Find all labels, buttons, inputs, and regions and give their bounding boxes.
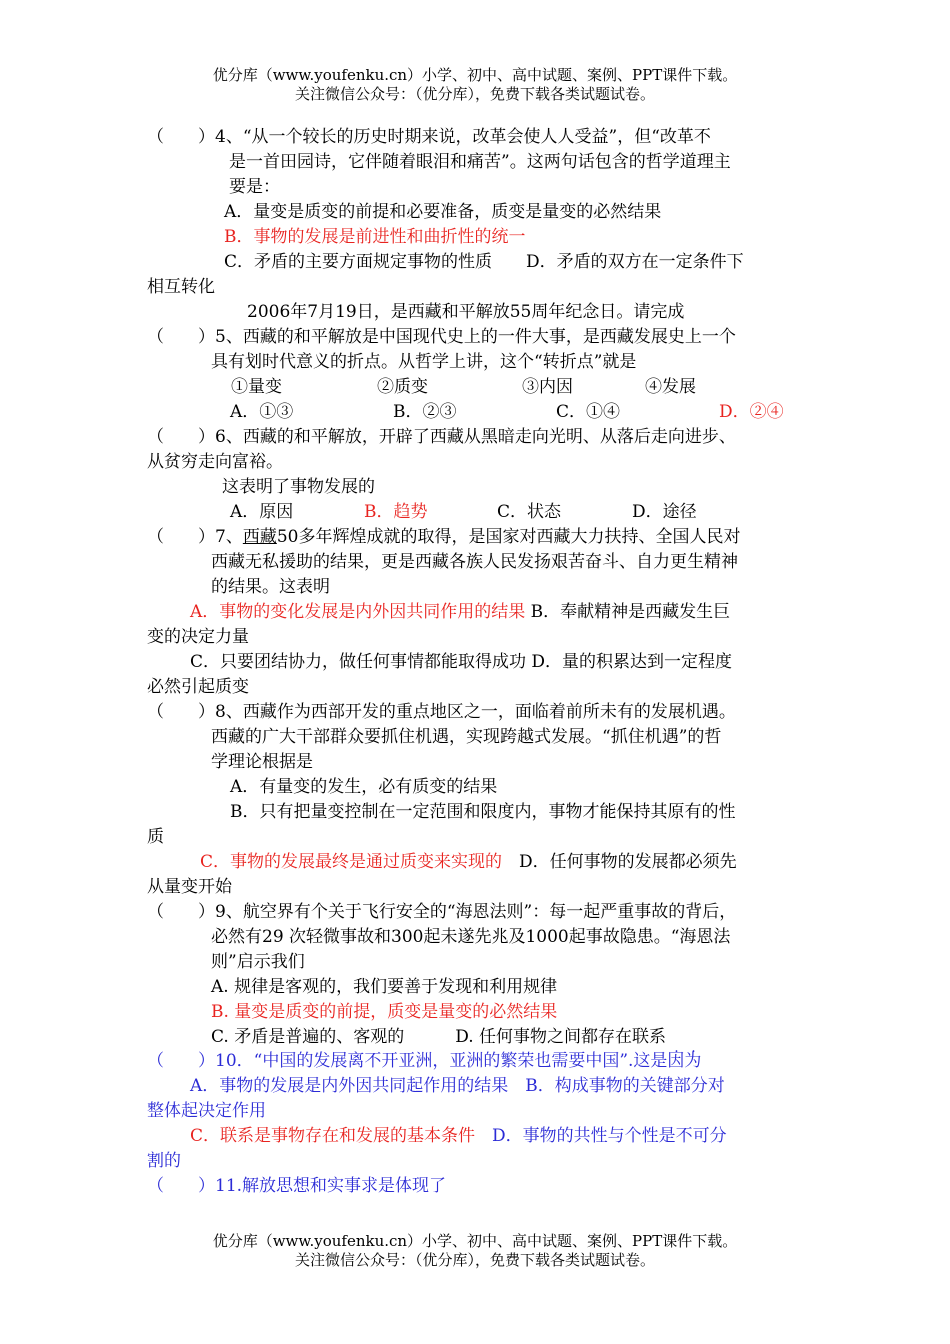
q7-option-b: B．奉献精神是西藏发生巨 xyxy=(525,602,731,622)
q4-stem-1: （ ）4、“从一个较长的历史时期来说，改革会使人人受益”，但“改革不 xyxy=(147,127,711,147)
q8-option-b: B．只有把量变控制在一定范围和限度内，事物才能保持其原有的性 xyxy=(230,802,736,822)
q9-option-b: B. 量变是质变的前提，质变是量变的必然结果 xyxy=(211,1002,558,1022)
q7-option-b-cont: 变的决定力量 xyxy=(147,627,249,647)
q8-option-b-cont: 质 xyxy=(147,827,164,847)
q4-option-b: B．事物的发展是前进性和曲折性的统一 xyxy=(224,227,526,247)
q10-stem xyxy=(147,1050,701,1072)
q10-option-b-cont: 整体起决定作用 xyxy=(147,1101,266,1121)
q11-stem: （ ）11.解放思想和实事求是体现了 xyxy=(147,1176,447,1196)
page-header xyxy=(0,66,950,104)
q10-option-c: C．联系是事物存在和发展的基本条件 xyxy=(190,1126,476,1146)
q8-option-cd xyxy=(200,851,737,873)
q8-stem-1: （ ）8、西藏作为西部开发的重点地区之一，面临着前所未有的发展机遇。 xyxy=(147,702,736,722)
q8-option-c: C．事物的发展最终是通过质变来实现的 xyxy=(200,852,503,872)
q4-stem-2: 是一首田园诗，它伴随着眼泪和痛苦”。这两句话包含的哲学道理主 xyxy=(229,152,731,172)
footer-line-1: 优分库（www.youfenku.cn）小学、初中、高中试题、案例、PPT课件下载。 xyxy=(212,1232,738,1250)
q4-stem-3: 要是： xyxy=(229,177,280,197)
q5-item-1: ①量变 xyxy=(231,377,282,397)
header-line-2: 关注微信公众号：（优分库），免费下载各类试题试卷。 xyxy=(294,85,655,103)
q5-option-b: B．②③ xyxy=(393,402,457,422)
q6-stem-2: 从贫穷走向富裕。 xyxy=(147,452,283,472)
q10-emphasis-1: 因 xyxy=(667,1051,685,1071)
q6-stem-1: （ ）6、西藏的和平解放，开辟了西藏从黑暗走向光明、从落后走向进步、 xyxy=(147,427,736,447)
q6-option-c: C．状态 xyxy=(497,502,562,522)
header-line-1: 优分库（www.youfenku.cn）小学、初中、高中试题、案例、PPT课件下载。 xyxy=(212,66,738,84)
q10-option-ab xyxy=(190,1075,725,1097)
q5-option-d: D．②④ xyxy=(719,402,784,422)
q7-stem-1 xyxy=(147,526,740,548)
q8-stem-2: 西藏的广大干部群众要抓住机遇，实现跨越式发展。“抓住机遇”的哲 xyxy=(211,727,722,747)
q4-option-a: A．量变是质变的前提和必要准备，质变是量变的必然结果 xyxy=(224,202,662,222)
q7-stem-3: 的结果。这表明 xyxy=(211,577,330,597)
page-footer xyxy=(0,1232,950,1270)
q5-item-4: ④发展 xyxy=(645,377,696,397)
q6-option-a: A．原因 xyxy=(230,502,294,522)
q10-emphasis-2: 为 xyxy=(684,1051,702,1071)
q5-stem-2: 具有划时代意义的折点。从哲学上讲，这个“转折点”就是 xyxy=(211,352,637,372)
q7-option-cd-cont: 必然引起质变 xyxy=(147,677,249,697)
q7-option-a: A．事物的变化发展是内外因共同作用的结果 xyxy=(190,602,526,622)
q8-option-d: D．任何事物的发展都必须先 xyxy=(502,852,737,872)
q7-stem-rest: 50多年辉煌成就的取得，是国家对西藏大力扶持、全国人民对 xyxy=(276,527,741,547)
q10-option-d-cont: 割的 xyxy=(147,1151,181,1171)
q10-option-cd xyxy=(190,1125,727,1147)
q5-stem-1: （ ）5、西藏的和平解放是中国现代史上的一件大事，是西藏发展史上一个 xyxy=(147,327,736,347)
q5-option-a: A．①③ xyxy=(230,402,294,422)
q10-option-d: D．事物的共性与个性是不可分 xyxy=(475,1126,727,1146)
q9-stem-1: （ ）9、航空界有个关于飞行安全的“海恩法则”：每一起严重事故的背后， xyxy=(147,902,737,922)
q6-option-d: D．途径 xyxy=(632,502,697,522)
q7-stem-underlined: 西藏 xyxy=(242,527,277,547)
q6-stem-3: 这表明了事物发展的 xyxy=(222,477,375,497)
q9-stem-2: 必然有29 次轻微事故和300起未遂先兆及1000起事故隐患。“海恩法 xyxy=(211,927,731,947)
q4-option-cd-cont: 相互转化 xyxy=(147,277,215,297)
q9-option-cd: C. 矛盾是普遍的、客观的 D. 任何事物之间都存在联系 xyxy=(211,1027,667,1047)
q5-item-2: ②质变 xyxy=(377,377,428,397)
q7-stem-2: 西藏无私援助的结果，更是西藏各族人民发扬艰苦奋斗、自力更生精神 xyxy=(211,552,738,572)
q7-option-cd: C．只要团结协力，做任何事情都能取得成功 D．量的积累达到一定程度 xyxy=(190,652,733,672)
q5-item-3: ③内因 xyxy=(522,377,573,397)
q8-stem-3: 学理论根据是 xyxy=(211,752,313,772)
q10-option-a: A．事物的发展是内外因共同起作用的结果 xyxy=(190,1076,509,1096)
q9-option-a: A. 规律是客观的，我们要善于发现和利用规律 xyxy=(211,977,558,997)
q8-option-a: A．有量变的发生，必有质变的结果 xyxy=(230,777,498,797)
q10-option-b: B．构成事物的关键部分对 xyxy=(508,1076,725,1096)
q8-option-d-cont: 从量变开始 xyxy=(147,877,232,897)
q7-option-ab xyxy=(190,601,730,623)
q9-stem-3: 则”启示我们 xyxy=(211,952,305,972)
footer-line-2: 关注微信公众号：（优分库），免费下载各类试题试卷。 xyxy=(294,1251,655,1269)
q10-stem-text: （ ）10．“中国的发展离不开亚洲，亚洲的繁荣也需要中国”.这是 xyxy=(147,1051,668,1071)
q7-stem-prefix: （ ）7、 xyxy=(147,527,243,547)
q4-option-cd: C．矛盾的主要方面规定事物的性质 D．矛盾的双方在一定条件下 xyxy=(224,252,744,272)
q5-option-c: C．①④ xyxy=(556,402,621,422)
q6-option-b: B．趋势 xyxy=(364,502,428,522)
q5-intro: 2006年7月19日，是西藏和平解放55周年纪念日。请完成 xyxy=(247,302,685,322)
